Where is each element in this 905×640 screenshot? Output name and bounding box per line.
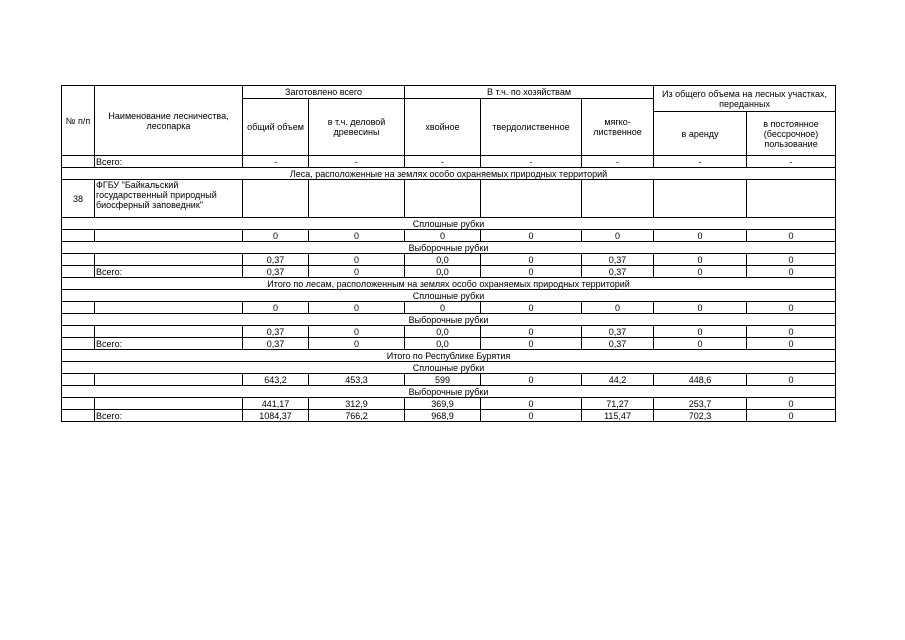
cell: 0 bbox=[654, 326, 747, 338]
table-row bbox=[62, 230, 836, 242]
section-title: Итого по Республике Бурятия bbox=[62, 350, 836, 362]
cell: 0 bbox=[309, 302, 405, 314]
cell: 0 bbox=[747, 398, 836, 410]
org-name: ФГБУ "Байкальский государственный природный биосферный заповедник" bbox=[95, 180, 243, 218]
cell: 0 bbox=[747, 410, 836, 422]
row-label: Всего: bbox=[95, 266, 243, 278]
cell: 0 bbox=[582, 230, 654, 242]
table-row bbox=[62, 326, 836, 338]
subsection-title: Выборочные рубки bbox=[62, 386, 836, 398]
cell: 0 bbox=[654, 230, 747, 242]
cell: 0 bbox=[654, 302, 747, 314]
header-permanent-use: в постоянное (бессрочное) пользование bbox=[747, 112, 836, 156]
cell: 0,37 bbox=[582, 338, 654, 350]
cell: 766,2 bbox=[309, 410, 405, 422]
cell: 0 bbox=[654, 338, 747, 350]
subsection-title: Сплошные рубки bbox=[62, 218, 836, 230]
table-row bbox=[62, 410, 836, 422]
cell: 0 bbox=[582, 302, 654, 314]
header-lease: в аренду bbox=[654, 112, 747, 156]
cell: 0 bbox=[309, 254, 405, 266]
cell: 0,37 bbox=[582, 326, 654, 338]
cell: 0 bbox=[243, 230, 309, 242]
cell: 0 bbox=[481, 410, 582, 422]
cell: - bbox=[747, 156, 836, 168]
cell: - bbox=[481, 156, 582, 168]
cell: 0,0 bbox=[405, 326, 481, 338]
cell: - bbox=[405, 156, 481, 168]
subsection-title: Сплошные рубки bbox=[62, 290, 836, 302]
cell: 0 bbox=[481, 338, 582, 350]
section-title: Итого по лесам, расположенным на землях особо охраняемых природных территорий bbox=[62, 278, 836, 290]
row-label: Всего: bbox=[95, 338, 243, 350]
header-hardwood: твердолиственное bbox=[481, 99, 582, 156]
table-row bbox=[62, 266, 836, 278]
cell: 0 bbox=[747, 326, 836, 338]
table-row bbox=[62, 374, 836, 386]
cell: 253,7 bbox=[654, 398, 747, 410]
cell: - bbox=[243, 156, 309, 168]
cell: 0 bbox=[309, 266, 405, 278]
cell: 0 bbox=[747, 230, 836, 242]
header-coniferous: хвойное bbox=[405, 99, 481, 156]
cell: 312,9 bbox=[309, 398, 405, 410]
org-num: 38 bbox=[62, 180, 95, 218]
cell: 0 bbox=[309, 338, 405, 350]
cell: 448,6 bbox=[654, 374, 747, 386]
cell: 0 bbox=[481, 302, 582, 314]
cell: 0 bbox=[309, 326, 405, 338]
cell: 0,37 bbox=[582, 266, 654, 278]
cell: 599 bbox=[405, 374, 481, 386]
header-softwood: мягко-лиственное bbox=[582, 99, 654, 156]
table-row bbox=[62, 254, 836, 266]
row-label: Всего: bbox=[95, 410, 243, 422]
cell: 44,2 bbox=[582, 374, 654, 386]
cell: 702,3 bbox=[654, 410, 747, 422]
cell: - bbox=[582, 156, 654, 168]
cell: 0 bbox=[243, 302, 309, 314]
cell: 0 bbox=[405, 230, 481, 242]
cell: 369,9 bbox=[405, 398, 481, 410]
cell: 0 bbox=[309, 230, 405, 242]
header-by-farms: В т.ч. по хозяйствам bbox=[405, 86, 654, 99]
cell: 968,9 bbox=[405, 410, 481, 422]
cell: 0 bbox=[481, 266, 582, 278]
table-row bbox=[62, 156, 836, 168]
table-row bbox=[62, 180, 836, 218]
cell: 71,27 bbox=[582, 398, 654, 410]
table-row bbox=[62, 338, 836, 350]
section-title: Леса, расположенные на землях особо охраняемых природных территорий bbox=[62, 168, 836, 180]
row-label: Всего: bbox=[95, 156, 243, 168]
header-incl-timber: в т.ч. деловой древесины bbox=[309, 99, 405, 156]
cell: - bbox=[309, 156, 405, 168]
cell: 0 bbox=[405, 302, 481, 314]
cell: 0 bbox=[481, 374, 582, 386]
subsection-title: Сплошные рубки bbox=[62, 362, 836, 374]
header-name: Наименование лесничества, лесопарка bbox=[95, 86, 243, 156]
cell: 0,37 bbox=[243, 266, 309, 278]
cell: 0 bbox=[747, 374, 836, 386]
cell: 0,0 bbox=[405, 338, 481, 350]
header-num: № п/п bbox=[62, 86, 95, 156]
cell: 453,3 bbox=[309, 374, 405, 386]
cell: - bbox=[654, 156, 747, 168]
cell: 0,0 bbox=[405, 254, 481, 266]
cell: 0 bbox=[654, 254, 747, 266]
cell: 0 bbox=[747, 266, 836, 278]
table-row bbox=[62, 398, 836, 410]
cell: 0,37 bbox=[243, 254, 309, 266]
cell: 0 bbox=[747, 338, 836, 350]
cell: 115,47 bbox=[582, 410, 654, 422]
header-leased-group: Из общего объема на лесных участках, переданных bbox=[654, 86, 836, 112]
report-sheet bbox=[61, 85, 835, 422]
cell: 0 bbox=[747, 254, 836, 266]
cell: 0 bbox=[481, 326, 582, 338]
cell: 0 bbox=[747, 302, 836, 314]
table-row bbox=[62, 302, 836, 314]
cell: 441,17 bbox=[243, 398, 309, 410]
cell: 0,0 bbox=[405, 266, 481, 278]
cell: 0,37 bbox=[582, 254, 654, 266]
cell: 1084,37 bbox=[243, 410, 309, 422]
cell: 0 bbox=[654, 266, 747, 278]
harvest-table bbox=[61, 85, 836, 422]
cell: 0,37 bbox=[243, 338, 309, 350]
cell: 0,37 bbox=[243, 326, 309, 338]
cell: 0 bbox=[481, 254, 582, 266]
cell: 643,2 bbox=[243, 374, 309, 386]
cell: 0 bbox=[481, 398, 582, 410]
subsection-title: Выборочные рубки bbox=[62, 242, 836, 254]
cell: 0 bbox=[481, 230, 582, 242]
header-harvested-total: Заготовлено всего bbox=[243, 86, 405, 99]
subsection-title: Выборочные рубки bbox=[62, 314, 836, 326]
header-total-volume: общий объем bbox=[243, 99, 309, 156]
